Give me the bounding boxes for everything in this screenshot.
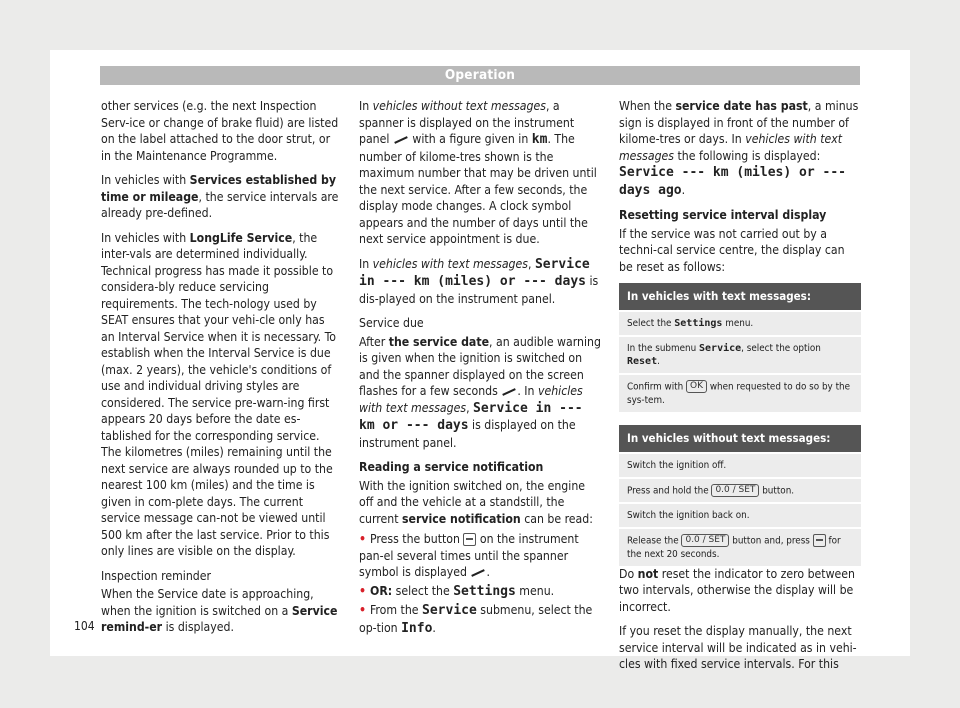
- heading-text: Reading a service notification: [359, 460, 544, 474]
- column-2: [359, 98, 601, 639]
- text: If the service was not carried out by a techni-cal service centre, the display can be reset as follows:: [619, 226, 845, 274]
- text: If you reset the display manually, the next service interval will be indicated as in vehi-cles with fixed service intervals. For this: [619, 624, 857, 671]
- box-row: [619, 452, 861, 477]
- text: .: [432, 620, 436, 635]
- bullet-icon: •: [359, 583, 367, 598]
- text: select the: [392, 583, 454, 598]
- box-row: [619, 335, 861, 373]
- paragraph: [101, 230, 341, 560]
- text: Confirm with: [627, 381, 687, 393]
- heading-resetting: [619, 207, 861, 224]
- bold-text: the service date: [388, 334, 490, 349]
- text: ,: [527, 256, 535, 271]
- list-item: [359, 602, 601, 637]
- page-number: 104: [74, 619, 95, 633]
- instruction-box-text-messages: [619, 283, 861, 412]
- text: When the Service date is approaching, when the ignition is switched on a: [101, 587, 314, 618]
- paragraph: [101, 586, 341, 636]
- text: .: [486, 565, 490, 579]
- mono-text: Info: [401, 620, 433, 636]
- text: , the inter-vals are determined individually. Technical progress has made it possible to considera-bly reduce servicing requirements. The tech-nology used by SEAT ensures that your vehi-cle only has an Interval Service when it is necessary. To establish when the Interval Service is due (max. 2 years), the vehicle's conditions of use and individual driving styles are considered. The service pre-warn-ing first appears 20 days before the date es-tablished for the corresponding service. The kilometres (miles) remaining until the next service are always rounded up to the nearest 100 km (miles) and the time is given in com-plete days. The current service message can-not be viewed until 500 km after the last service. Prior to this only lines are visible on the display.: [101, 230, 336, 558]
- paragraph: [359, 256, 601, 308]
- text: . The number of kilome-tres shown is the maximum number that may be driven until the next service. After a few seconds, the display mode changes. A clock symbol appears and the number of days until the next service appointment is due.: [359, 132, 597, 246]
- paragraph: [619, 98, 861, 199]
- text: Press the button: [370, 532, 464, 546]
- bold-text: OR:: [370, 583, 393, 598]
- text: when requested to do so by the sys-tem.: [627, 381, 851, 406]
- text: menu.: [722, 318, 754, 329]
- text: Press and hold the: [627, 485, 712, 496]
- mono-text: Reset: [627, 356, 658, 367]
- column-1: [101, 98, 341, 644]
- text: the following is displayed:: [674, 148, 821, 163]
- heading-inspection-reminder: [101, 568, 341, 585]
- text: In the submenu: [627, 343, 700, 354]
- text: , the service intervals are already pre-defined.: [101, 189, 339, 220]
- italic-text: vehicles with text messages: [372, 256, 528, 271]
- paragraph: [359, 334, 601, 452]
- mono-text: Settings: [453, 583, 516, 599]
- mono-text: Service: [422, 603, 477, 618]
- paragraph: [619, 623, 861, 673]
- bold-text: Services established by time or mileage: [101, 173, 336, 204]
- ok-key-icon: OK: [686, 380, 707, 393]
- text: button.: [759, 485, 795, 496]
- spanner-icon: [501, 387, 517, 397]
- text: Do: [619, 566, 638, 581]
- box-row: [619, 502, 861, 527]
- text: is displayed on the instrument panel.: [359, 418, 576, 450]
- spanner-icon: [393, 135, 409, 145]
- paragraph: [101, 172, 341, 222]
- italic-text: vehicles with text messages: [359, 384, 583, 415]
- bold-text: service date has past: [675, 99, 808, 113]
- box-title: In vehicles with text messages:: [619, 283, 861, 310]
- text: . In: [517, 384, 538, 398]
- bullet-icon: •: [359, 603, 367, 617]
- heading-service-due: [359, 315, 601, 332]
- text: Select the: [627, 318, 675, 329]
- text: After: [359, 334, 389, 349]
- text: submenu, select the op-tion: [359, 603, 593, 635]
- text: In: [359, 256, 373, 271]
- text: Release the: [627, 535, 682, 547]
- mono-text: Service in --- km or --- days: [359, 400, 583, 433]
- text: reset the indicator to zero between two intervals, otherwise the display will be incorrect.: [619, 566, 855, 614]
- text: menu.: [515, 583, 555, 598]
- text: , select the option: [741, 343, 821, 354]
- text: Switch the ignition off.: [627, 459, 727, 471]
- text: .: [657, 356, 660, 367]
- text: In vehicles with: [101, 173, 190, 187]
- box-row: [619, 477, 861, 503]
- paragraph: [619, 566, 861, 616]
- heading-text: Resetting service interval display: [619, 208, 827, 222]
- text: , a spanner is displayed on the instrument panel: [359, 99, 575, 146]
- bold-text: not: [637, 566, 659, 581]
- text: When the: [619, 99, 676, 113]
- text: is dis-played on the instrument panel.: [359, 274, 599, 306]
- menu-button-icon: [463, 533, 476, 546]
- text: In: [359, 99, 373, 113]
- box-title: In vehicles without text messages:: [619, 425, 861, 452]
- box-row: [619, 310, 861, 335]
- text: with a figure given in: [408, 132, 532, 146]
- paragraph: [619, 226, 861, 276]
- menu-button-icon: [813, 534, 826, 547]
- text: for the next 20 seconds.: [627, 535, 841, 560]
- text: .: [681, 182, 686, 197]
- list-item: [359, 531, 601, 581]
- heading-text: Service due: [359, 316, 424, 330]
- box-row: [619, 527, 861, 566]
- text: , an audible warning is given when the ignition is switched on and the spanner displayed on the screen flashes for a few seconds: [359, 334, 601, 398]
- section-header: Operation: [100, 66, 860, 85]
- text: can be read:: [520, 511, 593, 526]
- mono-text: Service in --- km (miles) or --- days: [359, 256, 590, 289]
- mono-text: Service: [699, 343, 742, 354]
- box-row: [619, 373, 861, 412]
- paragraph: [101, 98, 341, 164]
- text: button and, press: [729, 535, 813, 547]
- bold-text: Service remind-er: [101, 603, 338, 634]
- italic-text: vehicles without text messages: [372, 99, 546, 113]
- text: From the: [370, 603, 423, 617]
- text: In vehicles with: [101, 230, 190, 245]
- text: is displayed.: [162, 620, 234, 634]
- column-3: [619, 98, 861, 681]
- mono-text: Settings: [674, 318, 723, 329]
- italic-text: vehicles with text messages: [619, 132, 843, 163]
- heading-text: Inspection reminder: [101, 568, 211, 583]
- text: on the instrument pan-el several times until the spanner symbol is displayed: [359, 532, 579, 579]
- text: , a minus sign is displayed in front of the number of kilome-tres or days. In: [619, 99, 859, 146]
- bullet-icon: •: [359, 532, 367, 546]
- mono-text: km: [531, 132, 548, 147]
- text: ,: [466, 400, 474, 415]
- instruction-box-no-text-messages: [619, 425, 861, 566]
- bold-text: service notification: [401, 511, 521, 526]
- heading-reading-notification: [359, 459, 601, 476]
- text: other services (e.g. the next Inspection Serv-ice or change of brake fluid) are listed on the label attached to the door strut, or in the Maintenance Programme.: [101, 99, 339, 163]
- mono-text: Service --- km (miles) or --- days ago: [619, 165, 846, 198]
- list-item: [359, 583, 601, 601]
- set-key-icon: 0.0 / SET: [711, 484, 759, 497]
- paragraph: [359, 98, 601, 248]
- text: With the ignition switched on, the engine off and the vehicle at a standstill, the current: [359, 478, 586, 526]
- text: Switch the ignition back on.: [627, 510, 750, 521]
- bold-text: LongLife Service: [189, 230, 293, 245]
- paragraph: [359, 478, 601, 528]
- spanner-icon: [470, 568, 486, 578]
- set-key-icon: 0.0 / SET: [681, 534, 729, 547]
